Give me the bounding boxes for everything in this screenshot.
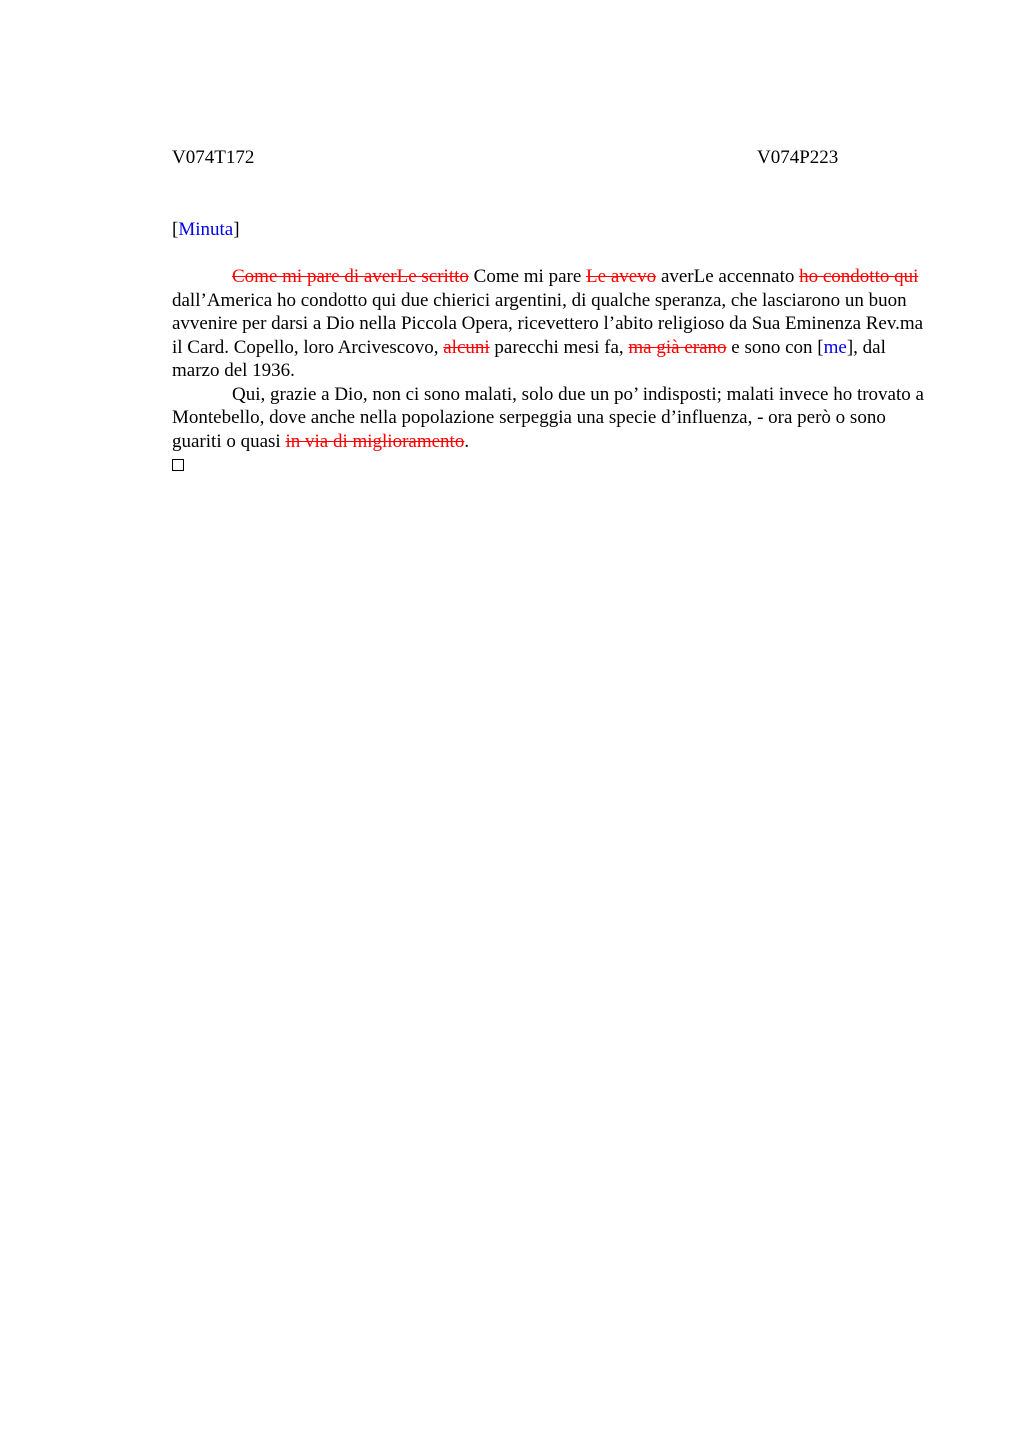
minuta-label-text: Minuta — [178, 219, 234, 240]
bracket-close: ] — [233, 219, 240, 240]
bracket-open: [ — [172, 219, 179, 240]
deleted-text: in via di miglioramento — [285, 430, 465, 452]
body-text: Qui, grazie a Dio, non ci sono malati, solo due un po’ indisposti; malati invece ho trovato a Montebello, dove anche nella popolazione serpeggia una specie d’influenza, - ora però o sono guariti o quasi — [172, 383, 924, 452]
deleted-text: ma già erano — [628, 336, 727, 358]
paragraph-2 — [172, 383, 926, 454]
document-code-right: V074P223 — [757, 147, 839, 168]
body-text: averLe accennato — [656, 266, 800, 287]
deleted-text: Come mi pare di averLe scritto — [232, 266, 469, 287]
minuta-label — [172, 218, 240, 242]
body-text: ], dal marzo del 1936. — [172, 336, 886, 381]
body-text: e sono con [ — [726, 336, 824, 358]
body-text: . — [464, 430, 470, 452]
deleted-text: Le avevo — [586, 266, 657, 287]
body-text: dall’America ho condotto qui due chierici argentini, di qualche speranza, che lasciarono un buon avvenire per darsi a Dio nella Piccola Opera, ricevettero l’abito religioso da Sua Eminenza Rev.ma il Card. Copello, loro Arcivescovo, — [172, 289, 924, 358]
editorial-insertion: me — [823, 336, 847, 358]
deleted-text: ho condotto qui — [799, 266, 919, 287]
body-text: Come mi pare — [468, 266, 587, 287]
body-text: parecchi mesi fa, — [489, 336, 629, 358]
deleted-text: alcuni — [443, 336, 490, 358]
letter-body — [172, 265, 926, 471]
document-code-left: V074T172 — [172, 147, 255, 168]
box-icon — [172, 459, 184, 471]
paragraph-1 — [172, 265, 926, 383]
